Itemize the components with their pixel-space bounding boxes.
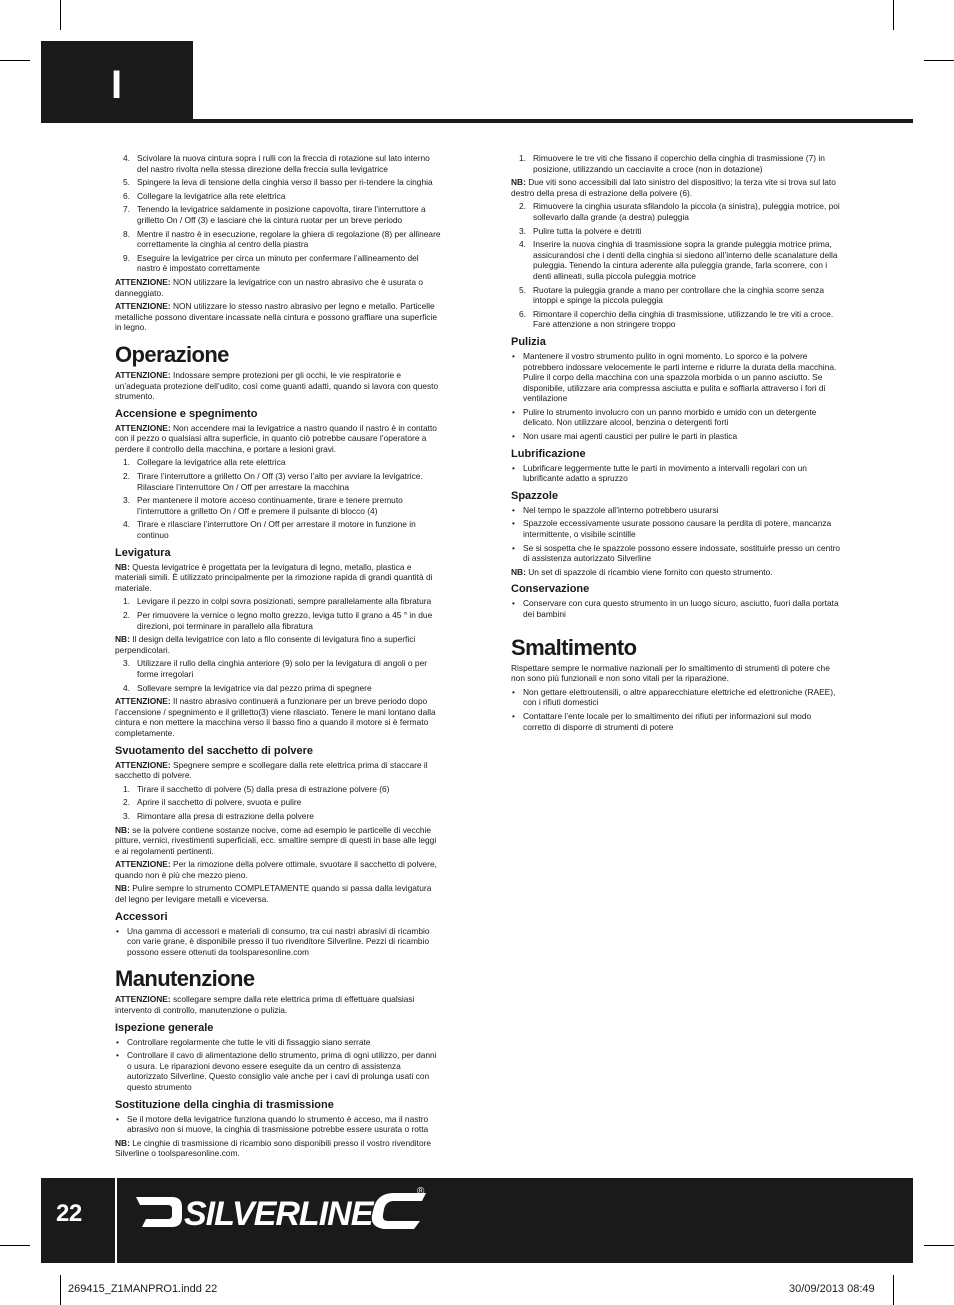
bullet-text: Controllare regolarmente che tutte le viti di fissaggio siano serrate (127, 1036, 371, 1047)
slug-file: 269415_Z1MANPRO1.indd 22 (68, 1283, 218, 1295)
list-item-number: 4. (123, 682, 130, 693)
warning-paragraph: ATTENZIONE: scollegare sempre dalla rete elettrica prima di effettuare qualsiasi intervento di controllo, manutenzione o pulizia. (115, 994, 415, 1016)
accensione-steps-list (115, 457, 443, 540)
silverline-logo (132, 1183, 432, 1244)
brand-wordmark: SILVERLINE (184, 1195, 373, 1233)
bullet-text: Lubrificare leggermente tutte le parti in movimento a intervalli regolari con un lubrificante adatto a spruzzo (523, 462, 807, 484)
note-paragraph: NB: Due viti sono accessibili dal lato sinistro del dispositivo; la terza vite si trova sul lato destro della presa di estrazione della polvere (6). (511, 177, 836, 198)
list-item-text: Tenendo la levigatrice saldamente in posizione capovolta, tirare l’interruttore a grilletto On / Off (3) e lasciare che la cintura ruotar per un breve periodo (137, 204, 426, 225)
spazzole-bullets (511, 505, 841, 564)
list-item-text: Collegare la levigatrice alla rete elettrica (137, 190, 286, 201)
bullet-item (511, 463, 841, 484)
bullet-item (115, 926, 443, 958)
bullet-item (511, 351, 841, 404)
list-item-text: Tirare il sacchetto di polvere (5) dalla presa di estrazione polvere (6) (137, 783, 390, 794)
warning-paragraph: ATTENZIONE: NON utilizzare lo stesso nastro abrasivo per legno e metallo. Particelle metalliche possono diventare incassate nella cintura e possono graffiare una superficie in legno. (115, 301, 438, 333)
bullet-item (511, 687, 841, 708)
registered-mark: ® (417, 1186, 425, 1197)
left-column (115, 153, 443, 1162)
list-item-text: Inserire la nuova cinghia di trasmissione sopra la grande puleggia motrice prima, assicurandosi che i denti della cinghia si siedono all’interno delle scanalature della puleggia. Tenendo la cintura aderente alla puleggia grande, farla scorrere, con i denti allineati, sulla piccola puleggia motrice (533, 239, 838, 281)
list-item (511, 285, 841, 306)
bullet-dot-icon: • (116, 925, 119, 936)
list-item-text: Rimontare alla presa di estrazione della polvere (137, 810, 314, 821)
list-item-text: Levigare il pezzo in colpi sovra posizionati, sempre parallelamente alla fibratura (137, 596, 432, 607)
list-item-text: Rimontare il coperchio della cinghia di trasmissione, utilizzando le tre viti a croce. Fare attenzione a non stringere troppo (533, 308, 834, 330)
subsection-title-accensione: Accensione e spegnimento (115, 407, 258, 420)
list-item (115, 177, 443, 188)
bullet-dot-icon: • (512, 504, 515, 515)
list-item-number: 2. (123, 797, 130, 808)
list-item (511, 309, 841, 330)
list-item-number: 3. (123, 495, 130, 506)
list-item-text: Rimuovere la cinghia usurata sfilandolo la piccola (a sinistra), puleggia motrice, poi sollevarlo dalla grande (a destra) puleggia (533, 201, 840, 222)
list-item-text: Pulire tutta la polvere e detriti (533, 225, 642, 236)
list-item-number: 1. (123, 457, 130, 468)
section-title-operazione: Operazione (115, 341, 229, 367)
bullet-dot-icon: • (512, 350, 515, 361)
bullet-text: Non gettare elettroutensili, o altre apparecchiature elettriche ed elettroniche (RAEE), con i rifiuti domestici (523, 686, 836, 708)
warning-paragraph: ATTENZIONE: NON utilizzare la levigatrice con un nastro abrasivo che è usurata o danneggiato. (115, 276, 423, 298)
note-paragraph: NB: Pulire sempre lo strumento COMPLETAMENTE quando si passa dalla levigatura del legno per levigare metalli e viceversa. (115, 883, 432, 905)
subsection-title-levigatura: Levigatura (115, 546, 171, 559)
list-item-number: 4. (519, 239, 526, 250)
list-item-number: 1. (123, 596, 130, 607)
bullet-text: Non usare mai agenti caustici per pulire le parti in plastica (523, 431, 738, 442)
crop-mark (60, 0, 61, 30)
list-item-number: 6. (123, 190, 130, 201)
list-item-number: 4. (123, 153, 130, 163)
warning-paragraph: ATTENZIONE: Spegnere sempre e scollegare dalla rete elettrica prima di staccare il sacchetto di polvere. (115, 759, 428, 781)
list-item-number: 2. (123, 471, 130, 482)
bullet-item (115, 1114, 443, 1135)
list-item-text: Tirare l’interruttore a grilletto On / Off (3) verso l’alto per avviare la levigatrice. Rilasciare l’interruttore On / Off per arrestare la macchina (137, 471, 423, 492)
list-item-number: 3. (123, 810, 130, 821)
warning-paragraph: ATTENZIONE: Il nastro abrasivo continuerà a funzionare per un breve periodo dopo l’accensione / spegnimento e il grilletto(3) viene rilasciato. Tenere le mani lontano dalla cintura e non mettere la macchina verso il basso fino a quando il motore si è fermato completamente. (115, 696, 436, 738)
bullet-item (511, 431, 841, 442)
list-item-number: 2. (519, 201, 526, 212)
note-paragraph: NB: Questa levigatrice è progettata per la levigatura di legno, metallo, plastica e materiali simili. È utilizzato principalmente per la rimozione rapida di grandi quantità di materiale. (115, 561, 433, 593)
bullet-text: Spazzole eccessivamente usurate possono causare la perdita di potere, mancanza intermittente, o visibile scintille (523, 518, 832, 540)
bullet-dot-icon: • (512, 518, 515, 529)
list-item-number: 1. (123, 783, 130, 794)
list-item-text: Utilizzare il rullo della cinghia anteriore (9) solo per la levigatura di angoli o per forme irregolari (137, 658, 428, 679)
subsection-title-pulizia: Pulizia (511, 335, 546, 348)
bullet-text: Mantenere il vostro strumento pulito in ogni momento. Lo sporco e la polvere potrebbero indossare velocemente le parti interne e ridurre la durata della macchina. Pulire il corpo della macchina con una spazzola morbida o un panno asciutto. Se disponibile, utilizzare aria compressa asciutta e pulita e soffiarla attraverso i fori di ventilazione (523, 350, 837, 404)
note-paragraph: NB: Un set di spazzole di ricambio viene fornito con questo strumento. (511, 566, 773, 577)
list-item (115, 457, 443, 468)
section-title-smaltimento: Smaltimento (511, 634, 637, 660)
list-item-text: Scivolare la nuova cintura sopra i rulli con la freccia di rotazione sul lato interno del nastro rivolta nella stessa direzione della freccia sulla levigatrice (137, 153, 430, 174)
note-paragraph: NB: Le cinghie di trasmissione di ricambio sono disponibili presso il vostro rivenditore Silverline o toolsparesonline.com. (115, 1137, 432, 1159)
bullet-dot-icon: • (116, 1050, 119, 1061)
list-item-text: Eseguire la levigatrice per circa un minuto per confermare l’allineamento del nastro è impostato correttamente (137, 252, 419, 274)
list-item-number: 6. (519, 308, 526, 319)
bullet-dot-icon: • (116, 1036, 119, 1047)
pulizia-bullets (511, 351, 841, 442)
list-item (115, 471, 443, 492)
bullet-dot-icon: • (116, 1113, 119, 1124)
warning-paragraph: ATTENZIONE: Indossare sempre protezioni per gli occhi, le vie respiratorie e un’adeguata protezione dell’udito, così come guanti adatti, quando si lavora con questo strumento. (115, 369, 439, 402)
subsection-title-sostituzione: Sostituzione della cinghia di trasmissione (115, 1098, 334, 1111)
list-item (115, 610, 443, 631)
list-item (115, 153, 443, 174)
bullet-item (511, 598, 841, 619)
list-item-number: 5. (123, 177, 130, 188)
list-item (511, 239, 841, 281)
bullet-dot-icon: • (512, 406, 515, 417)
language-tab (41, 41, 193, 123)
lubrificazione-bullets (511, 463, 841, 484)
bullet-item (511, 518, 841, 539)
subsection-title-svuotamento: Svuotamento del sacchetto di polvere (115, 744, 314, 757)
bullet-dot-icon: • (512, 462, 515, 473)
bullet-text: Controllare il cavo di alimentazione dello strumento, prima di ogni utilizzo, per danni o usura. Le riparazioni devono essere eseguite da un centro di assistenza autorizzato Silverline. Questo consiglio vale anche per i cavi di prolunga usati con questo strumento (127, 1050, 437, 1092)
list-item (511, 153, 841, 174)
bullet-item (511, 407, 841, 428)
bullet-dot-icon: • (512, 598, 515, 609)
list-item-number: 2. (123, 610, 130, 620)
crop-mark (924, 1245, 954, 1246)
list-item-number: 3. (123, 658, 130, 669)
list-item-text: Per mantenere il motore acceso continuamente, tirare e tenere premuto l’interruttore a grilletto On / Off e premere il pulsante di blocco (4) (137, 495, 403, 516)
language-code: I (111, 63, 123, 107)
list-item-number: 4. (123, 519, 130, 530)
subsection-title-ispezione: Ispezione generale (115, 1021, 214, 1034)
bullet-text: Conservare con cura questo strumento in un luogo sicuro, asciutto, fuori dalla portata dei bambini (523, 598, 839, 619)
warning-paragraph: ATTENZIONE: Per la rimozione della polvere ottimale, svuotare il sacchetto di polvere, quando non è più che mezzo pieno. (115, 859, 437, 880)
bullet-text: Se il motore della levigatrice funziona quando lo strumento è acceso, ma il nastro abrasivo non si muove, la cinghia di trasmissione potrebbe essere usurata o rotta (127, 1113, 429, 1135)
list-item-text: Spingere la leva di tensione della cinghia verso il basso per ri-tendere la cinghia (137, 177, 433, 188)
list-item (115, 683, 443, 694)
list-item-text: Mentre il nastro è in esecuzione, regolare la ghiera di regolazione (8) per allineare correttamente la cinghia al centro della piastra (137, 228, 441, 250)
list-item-text: Sollevare sempre la levigatrice via dal pezzo prima di spegnere (137, 682, 372, 693)
bullet-text: Contattare l’ente locale per lo smaltimento dei rifiuti per informazioni sul modo corretto di disporre di strumenti di potere (523, 710, 812, 732)
bullet-item (511, 711, 841, 732)
bullet-item (511, 505, 841, 516)
list-item-number: 3. (519, 225, 526, 236)
list-item-number: 5. (519, 284, 526, 295)
crop-mark (893, 0, 894, 30)
subsection-title-lubrificazione: Lubrificazione (511, 447, 586, 460)
list-item (115, 229, 443, 250)
bullet-dot-icon: • (512, 686, 515, 697)
note-paragraph: NB: se la polvere contiene sostanze nocive, come ad esempio le particelle di vecchie pitture, vernici, rivestimenti superficiali, ecc. smaltire sempre di questi in base alle leggi e ai regolamenti pertinenti. (115, 824, 437, 856)
bullet-item (115, 1050, 443, 1092)
list-item (115, 495, 443, 516)
accessori-bullets (115, 926, 443, 958)
list-item-text: Ruotare la puleggia grande a mano per controllare che la cinghia scorre senza intoppi e spinge la piccola puleggia (533, 284, 824, 306)
list-item (115, 253, 443, 274)
list-item (115, 519, 443, 540)
list-item (511, 226, 841, 237)
bullet-text: Una gamma di accessori e materiali di consumo, tra cui nastri abrasivi di ricambio con varie grane, è disponibile presso il tuo rivenditore Silverline. Pezzi di ricambio possono essere ottenuti da toolsparesonline.com (127, 925, 430, 957)
list-item (115, 204, 443, 225)
bullet-item (511, 543, 841, 564)
levigatura-steps-list (115, 596, 443, 631)
list-item (115, 191, 443, 202)
list-item-number: 9. (123, 252, 130, 263)
note-paragraph: NB: Il design della levigatrice con lato a filo consente di levigatura fino a superfici perpendicolari. (115, 634, 416, 655)
ispezione-bullets (115, 1037, 443, 1093)
conservazione-bullets (511, 598, 841, 619)
intro-steps-list (115, 153, 443, 274)
list-item (115, 797, 443, 808)
list-item-number: 8. (123, 228, 130, 239)
subsection-title-accessori: Accessori (115, 910, 168, 923)
bullet-dot-icon: • (512, 542, 515, 553)
crop-mark (0, 1245, 30, 1246)
list-item-text: Per rimuovere la vernice o legno molto grezzo, leviga tutto il grano a 45 ° in due direzioni, poi terminare in parallelo alla fibratura (137, 610, 433, 631)
crop-mark (0, 60, 30, 61)
bullet-text: Pulire lo strumento involucro con un panno morbido e umido con un detergente delicato. Non utilizzare alcool, benzina o detergenti forti (523, 406, 817, 428)
smaltimento-paragraph: Rispettare sempre le normative nazionali per lo smaltimento di strumenti di potere che non sono più funzionali e non sono vitali per la riparazione. (511, 662, 830, 684)
list-item (115, 811, 443, 822)
list-item (115, 658, 443, 679)
list-item-number: 1. (519, 153, 526, 163)
slug-datetime: 30/09/2013 08:49 (789, 1283, 875, 1295)
crop-mark (924, 60, 954, 61)
list-item-number: 7. (123, 204, 130, 215)
list-item (511, 201, 841, 222)
silverline-logo-graphic (132, 1183, 432, 1239)
crop-mark (60, 1275, 61, 1305)
svuotamento-steps-list (115, 784, 443, 822)
list-item-text: Aprire il sacchetto di polvere, svuota e pulire (137, 797, 302, 808)
warning-paragraph: ATTENZIONE: Non accendere mai la levigatrice a nastro quando il nastro è in contatto con il pezzo o qualsiasi altra superficie, in quanto ciò potrebbe causare l’operatore a perdere il controllo della macchina, e portare a lesioni gravi. (115, 422, 437, 454)
crop-mark (893, 1275, 894, 1305)
sostituzione-bullets (115, 1114, 443, 1135)
smaltimento-bullets (511, 687, 841, 732)
subsection-title-conservazione: Conservazione (511, 583, 590, 596)
subsection-title-spazzole: Spazzole (511, 489, 559, 502)
section-title-manutenzione: Manutenzione (115, 966, 255, 992)
list-item-text: Collegare la levigatrice alla rete elettrica (137, 457, 286, 468)
list-item-text: Rimuovere le tre viti che fissano il coperchio della cinghia di trasmissione (7) in posizione, utilizzando un cacciavite a croce (non in dotazione) (533, 153, 825, 174)
drive-belt-steps-list-2 (511, 201, 841, 330)
bullet-item (115, 1037, 443, 1048)
header-rule (193, 119, 913, 123)
drive-belt-steps-list (511, 153, 841, 174)
bullet-dot-icon: • (512, 431, 515, 442)
bullet-text: Se si sospetta che le spazzole possono essere indossate, sostituirle presso un centro di assistenza autorizzato Silverline (523, 542, 841, 564)
right-column (511, 153, 841, 735)
bullet-dot-icon: • (512, 710, 515, 721)
bullet-text: Nel tempo le spazzole all’interno potrebbero usurarsi (523, 504, 719, 515)
list-item-text: Tirare e rilasciare l’interruttore On / Off per arrestare il motore in funzione in continuo (137, 519, 416, 541)
list-item (115, 596, 443, 607)
levigatura-steps-list-2 (115, 658, 443, 693)
list-item (115, 784, 443, 795)
page-number: 22 (56, 1200, 82, 1227)
